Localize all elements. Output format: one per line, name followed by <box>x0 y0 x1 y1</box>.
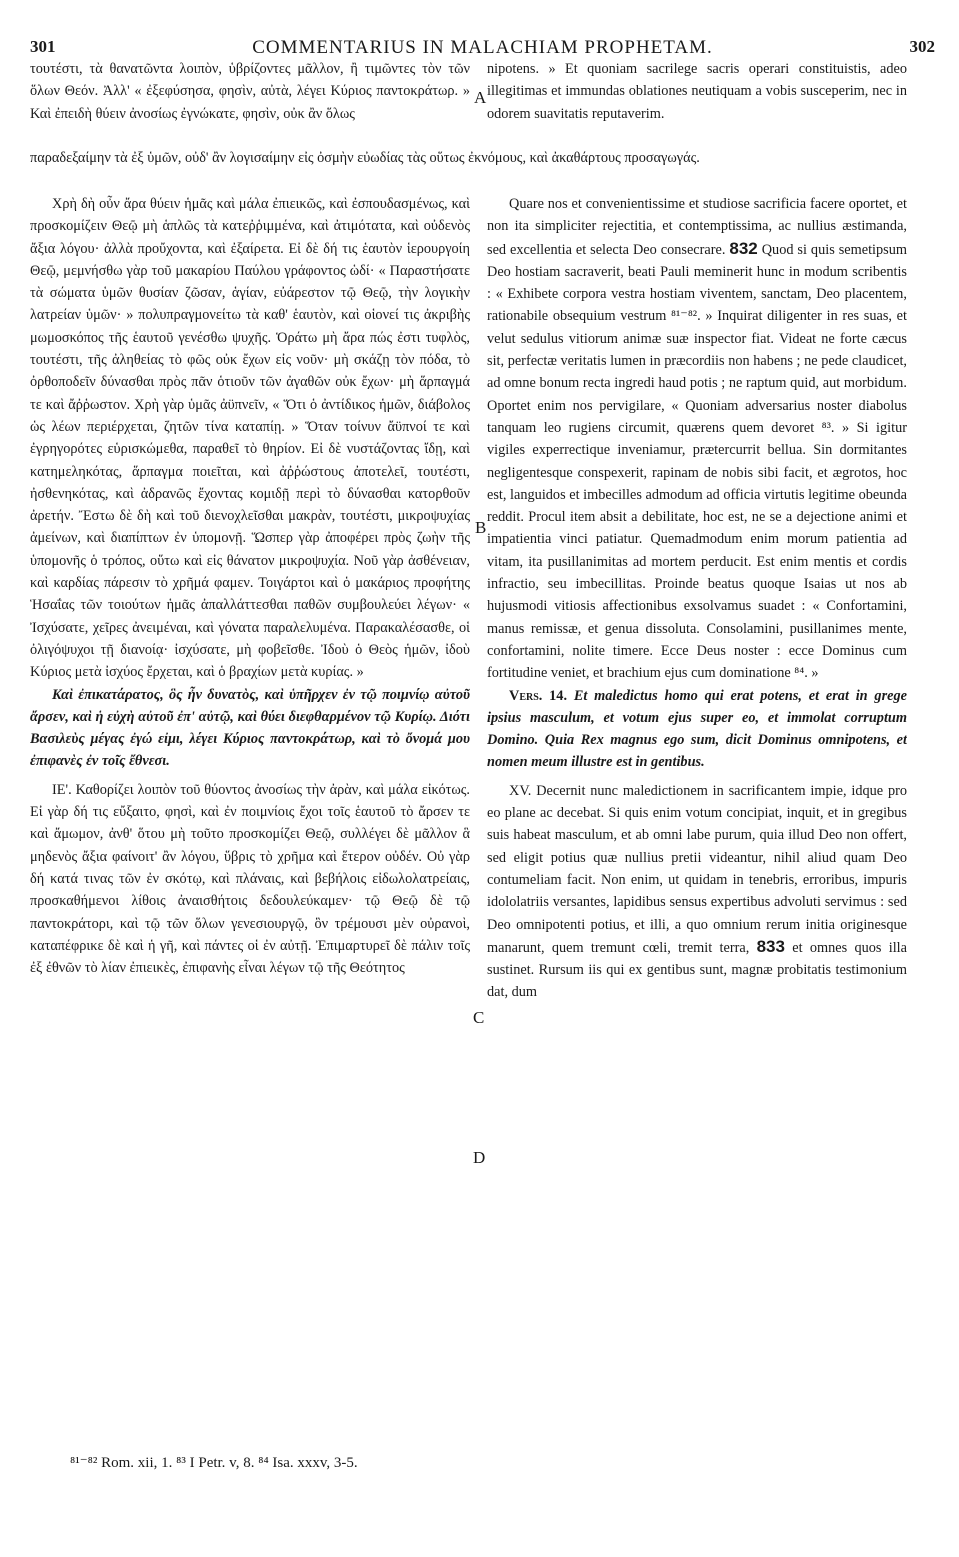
column-number-833: 833 <box>756 936 785 956</box>
latin-verse <box>487 685 907 774</box>
page-number-left: 301 <box>30 37 56 56</box>
spanning-text <box>30 147 935 193</box>
greek-paragraph-2: ΙΕ'. Καθορίζει λοιπὸν τοῦ θύοντος ἀνοσίως τὴν ἀρὰν, καὶ μάλα εἰκότως. Εἰ γὰρ δή τις εὔξαιτο, φησὶ, καὶ ἐν ποιμνίοις ἔχοι τοῖς ἑαυτοῦ τὸ ἄρσεν τε καὶ ἄμωμον, ἀνθ' ὅτου μὴ τοῦτο προσκομίζει Θεῷ, συλλέγει δὲ μᾶλλον ἃ μηδενὸς ἄξια φαίνοιτ' ἂν λόγου, ὕβρις τὸ χρῆμα καὶ ἕτερον οὐδέν. Οὐ γὰρ δή κατά τινας τῶν ἐν σκότῳ, καὶ πλάναις, καὶ βεβήλοις εἰδωλολατρείαις, προσκαθήμενοι λίθοις ἀναισθήτοις δεδουλεύκαμεν· τῷ Θεῷ δὲ τῷ παντοκράτορι, καὶ τῷ τῶν ὅλων γενεσιουργῷ, ὃν τρέμουσι μὲν οὐρανοὶ, καταπέφρικε δὲ καὶ ἡ γῆ, καὶ πάντες οἱ ἐν αὐτῇ. Ἐπιμαρτυρεῖ δὲ πάλιν τοῖς ἐξ ἐθνῶν τὸ λίαν ἐπιεικὲς, ἐπιφανὴς εἶναι λέγων τῷ τῆς Θεότητος <box>30 781 470 977</box>
latin-column-top <box>487 58 907 148</box>
verse-label: Vers. 14. <box>509 687 568 704</box>
latin-paragraph-2 <box>487 780 907 1004</box>
latin-text-top: nipotens. » Et quoniam sacrilege sacris operari constituistis, adeo illegitimas et immundas oblationes neutiquam a vobis susceperim, nec in odorem suavitatis reputaverim. <box>487 61 907 122</box>
latin-paragraph-2-b: et omnes quos illa sustinet. Rursum iis qui ex gentibus sunt, magnæ probitatis testimonium dat, dum <box>487 939 907 1001</box>
greek-column-top <box>30 58 470 148</box>
latin-verse-text: Et maledictus homo qui erat potens, et erat in grege ipsius masculum, et votum ejus super eo, et immolat corruptum Domino. Quia Rex magnus ego sum, dicit Dominus omnipotens, et nomen meum illustre est in gentibus. <box>487 687 907 771</box>
column-marker-a: A <box>474 88 487 107</box>
column-marker-d: D <box>473 1148 486 1167</box>
column-marker-b: B <box>475 518 487 537</box>
latin-column <box>487 193 907 1443</box>
running-title: COMMENTARIUS IN MALACHIAM PROPHETAM. <box>252 37 713 58</box>
column-number-832: 832 <box>729 238 758 258</box>
footnotes: ⁸¹⁻⁸² Rom. xii, 1. ⁸³ I Petr. v, 8. ⁸⁴ Isa. xxxv, 3-5. <box>70 1455 358 1471</box>
greek-verse: Καὶ ἐπικατάρατος, ὃς ἦν δυνατὸς, καὶ ὑπῆρχεν ἐν τῷ ποιμνίῳ αὐτοῦ ἄρσεν, καὶ ἡ εὐχὴ αὐτοῦ ἐπ' αὐτῷ, καὶ θύει διεφθαρμένον τῷ Κυρίῳ. Διότι Βασιλεὺς μέγας ἐγώ εἰμι, λέγει Κύριος παντοκράτωρ, καὶ τὸ ὄνομά μου ἐπιφανὲς ἐν τοῖς ἔθνεσι. <box>30 686 470 770</box>
greek-paragraph-1: Χρὴ δὴ οὖν ἄρα θύειν ἡμᾶς καὶ μάλα ἐπιεικῶς, καὶ ἐσπουδασμένως, καὶ προσκομίζειν Θεῷ μὴ ἁπλῶς τὰ κατεῤῥιμμένα, καὶ ἀτιμότατα, καὶ οὐδενὸς ἄξια λόγου· ἀλλὰ προὔχοντα, καὶ ἐξαίρετα. Εἰ δὲ δή τις ἑαυτὸν ἱερουργοίη Θεῷ, μεμνήσθω γὰρ τοῦ μακαρίου Παύλου γράφοντος ὡδί· « Παραστήσατε τὰ σώματα ὑμῶν θυσίαν ζῶσαν, ἁγίαν, εὐάρεστον τῷ Θεῷ, τὴν λογικὴν λατρείαν ὑμῶν· » πολυπραγμονείτω τὰ καθ' ἑαυτὸν, καὶ οἱονεί τις ἀκριβὴς μωμοσκόπος τῆς ἑαυτοῦ γενέσθω ψυχῆς. Ὁράτω μὴ ἄρα πώς ἐστι τυφλὸς, τουτέστι, τῆς ἀληθείας τὸ φῶς οὐκ ἔχων εἰς νοῦν· μὴ σκάζῃ τὸν πόδα, τὸ ὀρθοποδεῖν δύνασθαι πρὸς πᾶν ὁτιοῦν τῶν ἀγαθῶν οὐκ ἔχων· μὴ ἅρπαγμά τε καὶ ἄῤῥωστον. Χρὴ γὰρ ὑμᾶς ἀϋπνεῖν, « Ὅτι ὁ ἀντίδικος ἡμῶν, διάβολος ὡς λέων περιέρχεται, ζητῶν τίνα καταπίῃ. » Ὅταν τοίνυν ἄϋπνοί τε καὶ ἐγρηγορότες εὑρισκώμεθα, παραθεῖ τὸ θηρίον. Εἰ δὲ νυστάζοντας ἴδῃ, καὶ κατημεληκότας, ἅρπαγμα ποιεῖται, καὶ ἀῤῥώστους ἀποτελεῖ, τουτέστι, ἠσθενηκότας, καὶ ἀδρανῶς ἔχοντας κομιδῇ περὶ τὸ δύνασθαι κατορθοῦν ἀρετήν. Ἔστω δὲ δὴ καὶ τοῦ διενοχλεῖσθαι μακρὰν, τουτέστι, μικροψυχίας ἀμείνων, καὶ διαπίπτων ἐν ὑπομονῇ. Ὥσπερ γὰρ ἀποφέρει πρὸς ζωὴν τῆς ὑπομονῆς ὁ τρόπος, οὕτω καὶ εἰς θάνατον μικροψυχία. Νοῦ γὰρ ἀσθένειαν, καὶ καρδίας πάρεσιν τὸ χρῆμά φαμεν. Τοιγάρτοι καὶ ὁ μακάριος προφήτης Ἡσαΐας τῶν τοιούτων ἡμᾶς ἀπαλλάττεσθαι παθῶν συμβουλεύει λέγων· « Ἰσχύσατε, χεῖρες ἀνειμέναι, καὶ γόνατα παραλελυμένα. Παρακαλέσασθε, οἱ ὀλιγόψυχοι τῇ διανοίᾳ· ἰσχύσατε, μὴ φοβεῖσθε. Ἰδοὺ ὁ Θεὸς ἡμῶν, ἰδοὺ Κύριος μετὰ ἰσχύος ἔρχεται, καὶ ὁ βραχίων μετὰ κυρίας. » <box>30 196 470 681</box>
column-marker-c: C <box>473 1008 485 1027</box>
latin-paragraph-1-a: Quare nos et convenientissime et studiose sacrificia facere oportet, et non ita simpliciter rejectitia, et contemptissima, ac nullius æstimanda, sed excellentia et selecta Deo consecrare. <box>487 196 907 258</box>
latin-paragraph-1-b: Quod si quis semetipsum Deo hostiam sacraverit, beati Pauli meminerit hunc in modum scribentis : « Exhibete corpora vestra hostiam viventem, sanctam, Deo placentem, rationabile obsequium vestrum ⁸¹⁻⁸². » Inquirat diligenter in res suas, et velut sedulus vitiorum animæ suæ inspector fiat. Videat ne forte cæcus sit, perfectæ veritatis lumen in præcordiis non habens ; ne pede claudicet, ad omne bonum recta ingredi haud potis ; ne raptum quid, aut morbidum. Oportet enim nos pervigilare, « Quoniam adversarius noster diabolus tanquam leo rugiens circumit, quærens quem devoret ⁸³. » Si igitur vigiles experrectique inveniamur, prætercurrit bellua. Sin dormitantes negligentesque conspexerit, rapinam de nobis sibi facit, et ægrotos, hoc est, languidos et imbecilles admodum ad officia virtutis legitime obeunda reddit. Procul item absit a debilitate, hoc est, ne se a dejectione animi et impatientia vinci patiatur. Quemadmodum enim morum patientia ad vitam, ita pusillanimitas ad mortem perducit. Est enim mentis et cordis infractio, seu imbecillitas. Proinde beatus quoque Isaias ut nos ab hujusmodi vitiosis affectionibus exsolvamus suadet : « Confortamini, manus remissæ, et genua dissoluta. Consolamini, pusillanimes mente, confortamini, nolite timere. Ecce Deus noster : ecce Dominus cum fortitudine veniet, et brachium ejus cum dominatione ⁸⁴. » <box>487 241 907 682</box>
spanning-line: παραδεξαίμην τὰ ἐξ ὑμῶν, οὐδ' ἂν λογισαίμην εἰς ὀσμὴν εὐωδίας τὰς οὕτως ἐκνόμους, καὶ ἀκαθάρτους προσαγωγάς. <box>30 150 700 166</box>
greek-column <box>30 193 470 1443</box>
latin-paragraph-2-a: XV. Decernit nunc maledictionem in sacrificantem impie, idque pro eo plane ac decebat. Si quis enim votum concipiat, inquit, et in gregibus suis habeat masculum, et ab omni labe purum, quia illud Deo non offert, sed eligit potius quæ nullius pretii videantur, nihil aliud quam Deo contumeliam facit. Non enim, ut quidam in tenebris, erroribus, impuris idololatriis versantes, lapidibus sensus expertibus advoluti servimus : sed Deo omnipotenti potius, et illi, a quo omnium rerum initia originesque manarunt, quem tremunt cœli, tremit terra, <box>487 782 907 956</box>
greek-text-top: τουτέστι, τὰ θανατῶντα λοιπὸν, ὑβρίζοντες μᾶλλον, ἢ τιμῶντες τὸν τῶν ὅλων Θεόν. Ἀλλ' « ἐξεφύσησα, φησὶν, αὐτὰ, λέγει Κύριος παντοκράτωρ. » Καὶ ἐπειδὴ θύειν ἀνοσίως ἐγνώκατε, φησὶν, οὐκ ἂν ὅλως <box>30 61 470 122</box>
latin-paragraph-1 <box>487 193 907 685</box>
page-number-right: 302 <box>909 37 935 56</box>
